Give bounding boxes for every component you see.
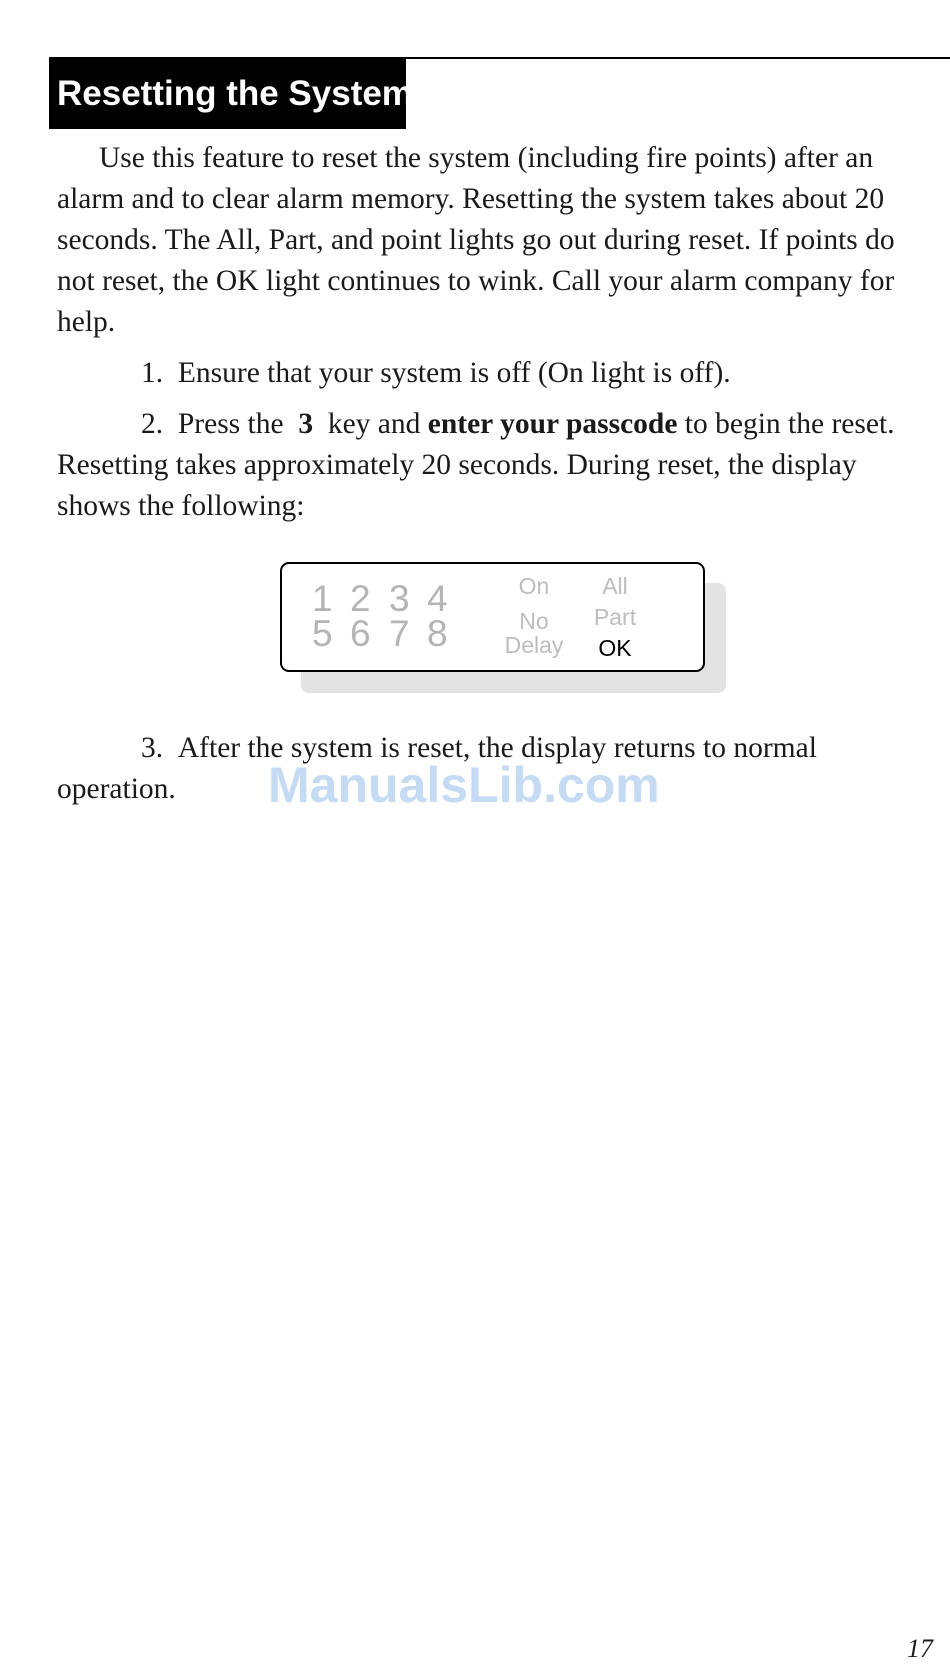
step-text: After the system is reset, the display returns to normal operation.: [57, 732, 817, 805]
point-light-7: 7: [389, 613, 410, 654]
body-text: [57, 138, 930, 527]
intro-paragraph: Use this feature to reset the system (including fire points) after an alarm and to clear alarm memory. Resetting the system takes about 20 seconds. The All, Part, and point lights go out during reset. If points do not reset, the OK light continues to wink. Call your alarm company for help.: [57, 142, 895, 338]
step-number: 2.: [141, 408, 164, 440]
step-text-pre: Press the: [177, 408, 284, 440]
step-text-post: to begin the reset. Resetting takes approximately 20 seconds. During reset, the display shows the following:: [57, 408, 895, 522]
lcd-display: [280, 562, 705, 672]
keypad-display-illustration: [280, 562, 728, 696]
key-label: 3: [298, 408, 314, 440]
no-delay-light-delay: Delay: [504, 632, 564, 658]
point-light-2: 2: [350, 578, 371, 619]
step-text: Ensure that your system is off (On light is off).: [177, 357, 731, 389]
step-number: 3.: [141, 732, 164, 764]
point-light-3: 3: [389, 578, 410, 619]
point-light-4: 4: [427, 578, 448, 619]
step-text-mid: key and: [327, 408, 421, 440]
watermark: ManualsLib.com: [268, 757, 660, 813]
point-light-1: 1: [312, 578, 333, 619]
point-light-8: 8: [427, 613, 448, 654]
step-1: [57, 353, 930, 394]
ok-light: OK: [598, 635, 632, 661]
part-light: Part: [593, 604, 637, 630]
step-2: [57, 404, 930, 527]
step-number: 1.: [141, 357, 164, 389]
page-number: 17: [907, 1634, 933, 1663]
all-light: All: [602, 573, 628, 599]
passcode-instruction: enter your passcode: [427, 408, 678, 440]
no-delay-light-no: No: [519, 608, 549, 634]
point-light-6: 6: [350, 613, 371, 654]
section-heading: Resetting the System: [49, 59, 406, 129]
on-light: On: [518, 573, 550, 599]
point-light-5: 5: [312, 613, 333, 654]
